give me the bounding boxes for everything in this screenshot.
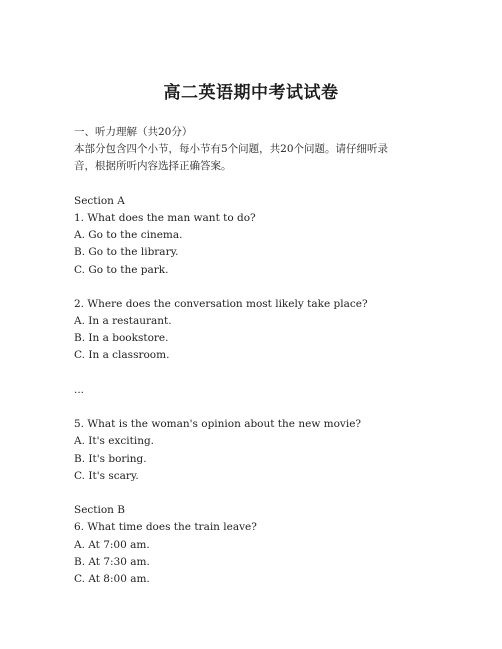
- question-6-stem: 6. What time does the train leave?: [74, 521, 257, 534]
- question-1-option-c: C. Go to the park.: [74, 263, 169, 276]
- spacer: [74, 279, 434, 296]
- spacer: [74, 485, 434, 502]
- question-6-option-b: B. At 7:30 am.: [74, 555, 150, 568]
- question-5-option-a: A. It's exciting.: [74, 435, 155, 448]
- question-5-stem: 5. What is the woman's opinion about the new movie?: [74, 418, 362, 431]
- question-1-option-b: B. Go to the library.: [74, 246, 179, 259]
- question-2-option-b: B. In a bookstore.: [74, 332, 169, 345]
- question-1-stem: 1. What does the man want to do?: [74, 211, 256, 224]
- question-6-option-a: A. At 7:00 am.: [74, 538, 150, 551]
- question-1-option-a: A. Go to the cinema.: [74, 229, 183, 242]
- part1-instructions-line-1: 本部分包含四个小节，每小节有5个问题，共20个问题。请仔细听录: [74, 143, 389, 156]
- question-6-option-c: C. At 8:00 am.: [74, 572, 150, 585]
- page-title: 高二英语期中考试试卷: [163, 83, 339, 103]
- document-body: [74, 124, 434, 588]
- question-5-option-c: C. It's scary.: [74, 469, 139, 482]
- spacer: [74, 399, 434, 416]
- spacer: [74, 365, 434, 382]
- section-a-label: Section A: [74, 194, 125, 207]
- omitted-questions-ellipsis: ...: [74, 383, 85, 396]
- question-2-option-a: A. In a restaurant.: [74, 315, 172, 328]
- part1-heading: 一、听力理解（共20分）: [74, 126, 193, 138]
- section-b-label: Section B: [74, 504, 126, 517]
- question-5-option-b: B. It's boring.: [74, 452, 147, 465]
- question-2-option-c: C. In a classroom.: [74, 349, 170, 362]
- part1-instructions-line-2: 音，根据所听内容选择正确答案。: [74, 160, 232, 173]
- question-2-stem: 2. Where does the conversation most likely take place?: [74, 297, 368, 310]
- spacer: [74, 176, 434, 193]
